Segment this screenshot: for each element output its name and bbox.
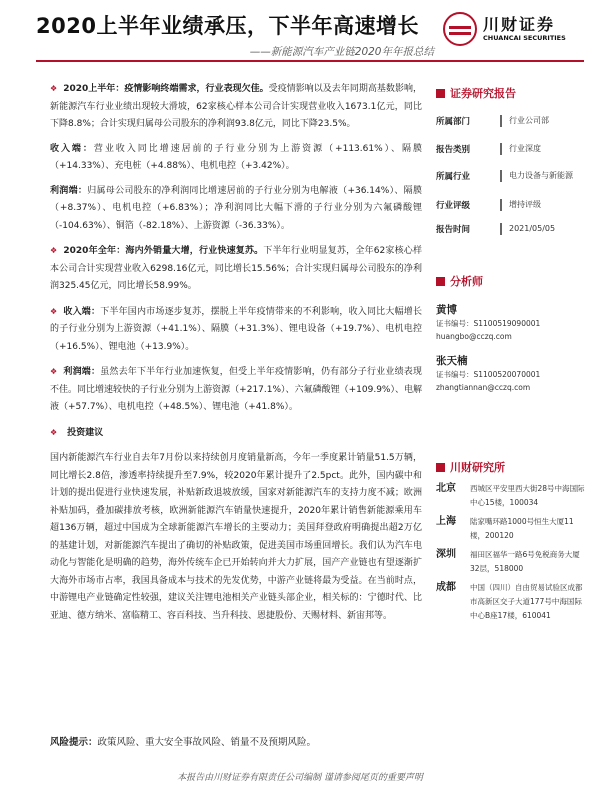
risk-warning [50,734,316,748]
office-address: 西城区平安里西大街28号中海国际中心15楼，100034 [470,484,585,507]
paragraph-text: 虽然去年下半年行业加速恢复，但受上半年疫情影响，仍有部分子行业业绩表现不佳。同比增速较快的子行业分别为上游资源（+217.1%）、六氟磷酸锂（+109.9%）、电解液（+57.7%）、电机电控（+48.5%）、锂电池（+41.8%）。 [50,367,422,412]
square-bullet-icon [436,463,445,472]
paragraph-text: 下半年国内市场逐步复苏，摆脱上半年疫情带来的不利影响，收入同比大幅增长的子行业分别为上游资源（+41.1%）、隔膜（+31.3%）、锂电设备（+19.7%）、电机电控（+16.5%）、锂电池（+13.9%）。 [50,306,422,352]
section-heading-investment: ❖ 投资建议 [50,427,104,438]
paragraph-text: 下半年行业明显复苏，全年62家核心样本公司合计实现营业收入6298.16亿元，同比增长15.56%；合计实现归属母公司股东的净利润325.45亿元，同比增长58.99%。 [50,246,422,291]
info-row-category: 报告类别 行业深度 [436,144,541,155]
paragraph-fy-revenue [50,303,422,357]
office-address: 福田区福华一路6号免税商务大厦32层，518000 [470,550,580,573]
sidebar-heading-analyst: 分析师 [436,272,586,292]
paragraph-fy-2020 [50,242,422,296]
paragraph-text: 归属母公司股东的净利润同比增速居前的子行业分别为电解液（+36.14%）、隔膜（+8.37%）、电机电控（+6.83%）；净利润同比大幅下滑的子行业分别为六氟磷酸锂（-104.63%）、铜箔（-82.18%）、上游资源（-36.33%）。 [50,185,422,231]
paragraph-label: 利润端： [63,367,101,377]
paragraph-label: 2020上半年： [63,84,125,94]
header-divider [36,60,584,62]
office-city: 北京 [436,483,456,494]
analyst-email[interactable]: zhangtiannan@cczq.com [436,383,531,392]
paragraph-label: 收入端： [50,143,94,154]
analyst-name: 黄博 [436,304,457,316]
risk-text: 政策风险、重大安全事故风险、销量不及预期风险。 [97,737,317,748]
sidebar [436,84,586,628]
page-footer: 本报告由川财证券有限责任公司编制 谨请参阅尾页的重要声明 [177,773,423,783]
paragraph-text: 受疫情影响以及去年同期高基数影响，新能源汽车行业业绩出现较大滑坡，62家核心样本公司合计实现营业收入1673.1亿元，同比下降8.8%；合计实现归属母公司股东的净利润93.8亿元，同比下降23.5%。 [50,84,422,129]
company-logo [443,10,583,50]
paragraph-headline: 海内外销量大增，行业快速复苏。 [125,246,264,256]
report-subtitle: ——新能源汽车产业链2020年年报总结 [249,46,434,58]
paragraph-h1-2020 [50,80,422,134]
report-title: 2020上半年业绩承压，下半年高速增长 [36,14,419,38]
office-city: 成都 [436,582,456,593]
bullet-icon: ❖ [50,367,58,376]
info-row-department: 所属部门 行业公司部 [436,116,549,127]
paragraph-headline: 疫情影响终端需求，行业表现欠佳。 [124,84,269,94]
info-row-date: 报告时间 2021/05/05 [436,224,556,235]
square-bullet-icon [436,89,445,98]
bullet-icon: ❖ [50,84,58,93]
analyst-cert: 证书编号：S1100520070001 [436,370,541,379]
info-row-industry: 所属行业 电力设备与新能源 [436,171,573,182]
logo-icon [443,12,477,46]
office-beijing [436,482,586,510]
office-shanghai [436,515,586,543]
analyst-card [436,302,586,343]
sidebar-heading-report: 证券研究报告 [436,84,586,104]
paragraph-label: 2020年全年： [63,246,126,256]
office-shenzhen [436,548,586,576]
paragraph-h1-profit [50,183,422,236]
analyst-name: 张天楠 [436,355,468,367]
office-address: 中国（四川）自由贸易试验区成都市高新区交子大道177号中海国际中心B座17楼，610041 [470,583,583,620]
sidebar-heading-institute: 川财研究所 [436,458,586,478]
analyst-cert: 证书编号：S1100519090001 [436,319,541,328]
office-chengdu [436,581,586,623]
info-row-rating: 行业评级 增持评级 [436,200,541,211]
bullet-icon: ❖ [50,246,58,255]
paragraph-label: 利润端： [50,185,88,196]
paragraph-investment [50,450,422,625]
risk-label: 风险提示： [50,737,98,748]
paragraph-h1-revenue [50,141,422,176]
office-address: 陆家嘴环路1000号恒生大厦11楼，200120 [470,517,574,540]
bullet-icon: ❖ [50,306,58,316]
office-city: 上海 [436,516,456,527]
paragraph-fy-profit [50,363,422,417]
logo-name-cn: 川财证券 [483,15,556,34]
office-city: 深圳 [436,549,456,560]
bullet-icon: ❖ [50,427,58,437]
paragraph-text: 营业收入同比增速居前的子行业分别为上游资源（+113.61%）、隔膜（+14.33%）、充电桩（+4.88%）、电机电控（+3.42%）。 [50,143,422,171]
main-content [50,80,422,632]
analyst-email[interactable]: huangbo@cczq.com [436,332,512,341]
square-bullet-icon [436,277,445,286]
paragraph-text: 国内新能源汽车行业自去年7月份以来持续创月度销量新高，今年一季度累计销量51.5万辆，同比增长2.8倍，渗透率持续提升至7.9%，较2020年累计提升了2.5pct。此外，国内碳中和计划的提出促进行业快速发展，补贴新政退坡放缓，国家对新能源汽车的支持力度不减；欧洲补贴加码，叠加碳排放考核，欧洲新能源汽车销量快速提升，2020年累计销售新能源乘用车超136万辆，超过中国成为全球新能源汽车增长的主要动力；美国拜登政府明确提出超2万亿的基建计划，对新能源汽车提出了确切的补贴政策，促进美国市场重回增长。我们认为汽车电动化与智能化是明确的趋势，海外传统车企已开始转向并大力扩展，国产产业链也有望逐渐扩大海外市场市占率，我国具备成本与技术的先发优势，中游产业链将最为受益。在当前时点，中游锂电产业链确定性较强，建议关注锂电池相关产业链头部企业，相关标的：宁德时代、比亚迪、德方纳米、富临精工、容百科技、当升科技、恩捷股份、天赐材料、新宙邦等。 [50,453,422,621]
paragraph-label: 收入端： [63,306,101,317]
analyst-card [436,353,586,394]
logo-name-en: CHUANCAI SECURITIES [483,34,566,42]
